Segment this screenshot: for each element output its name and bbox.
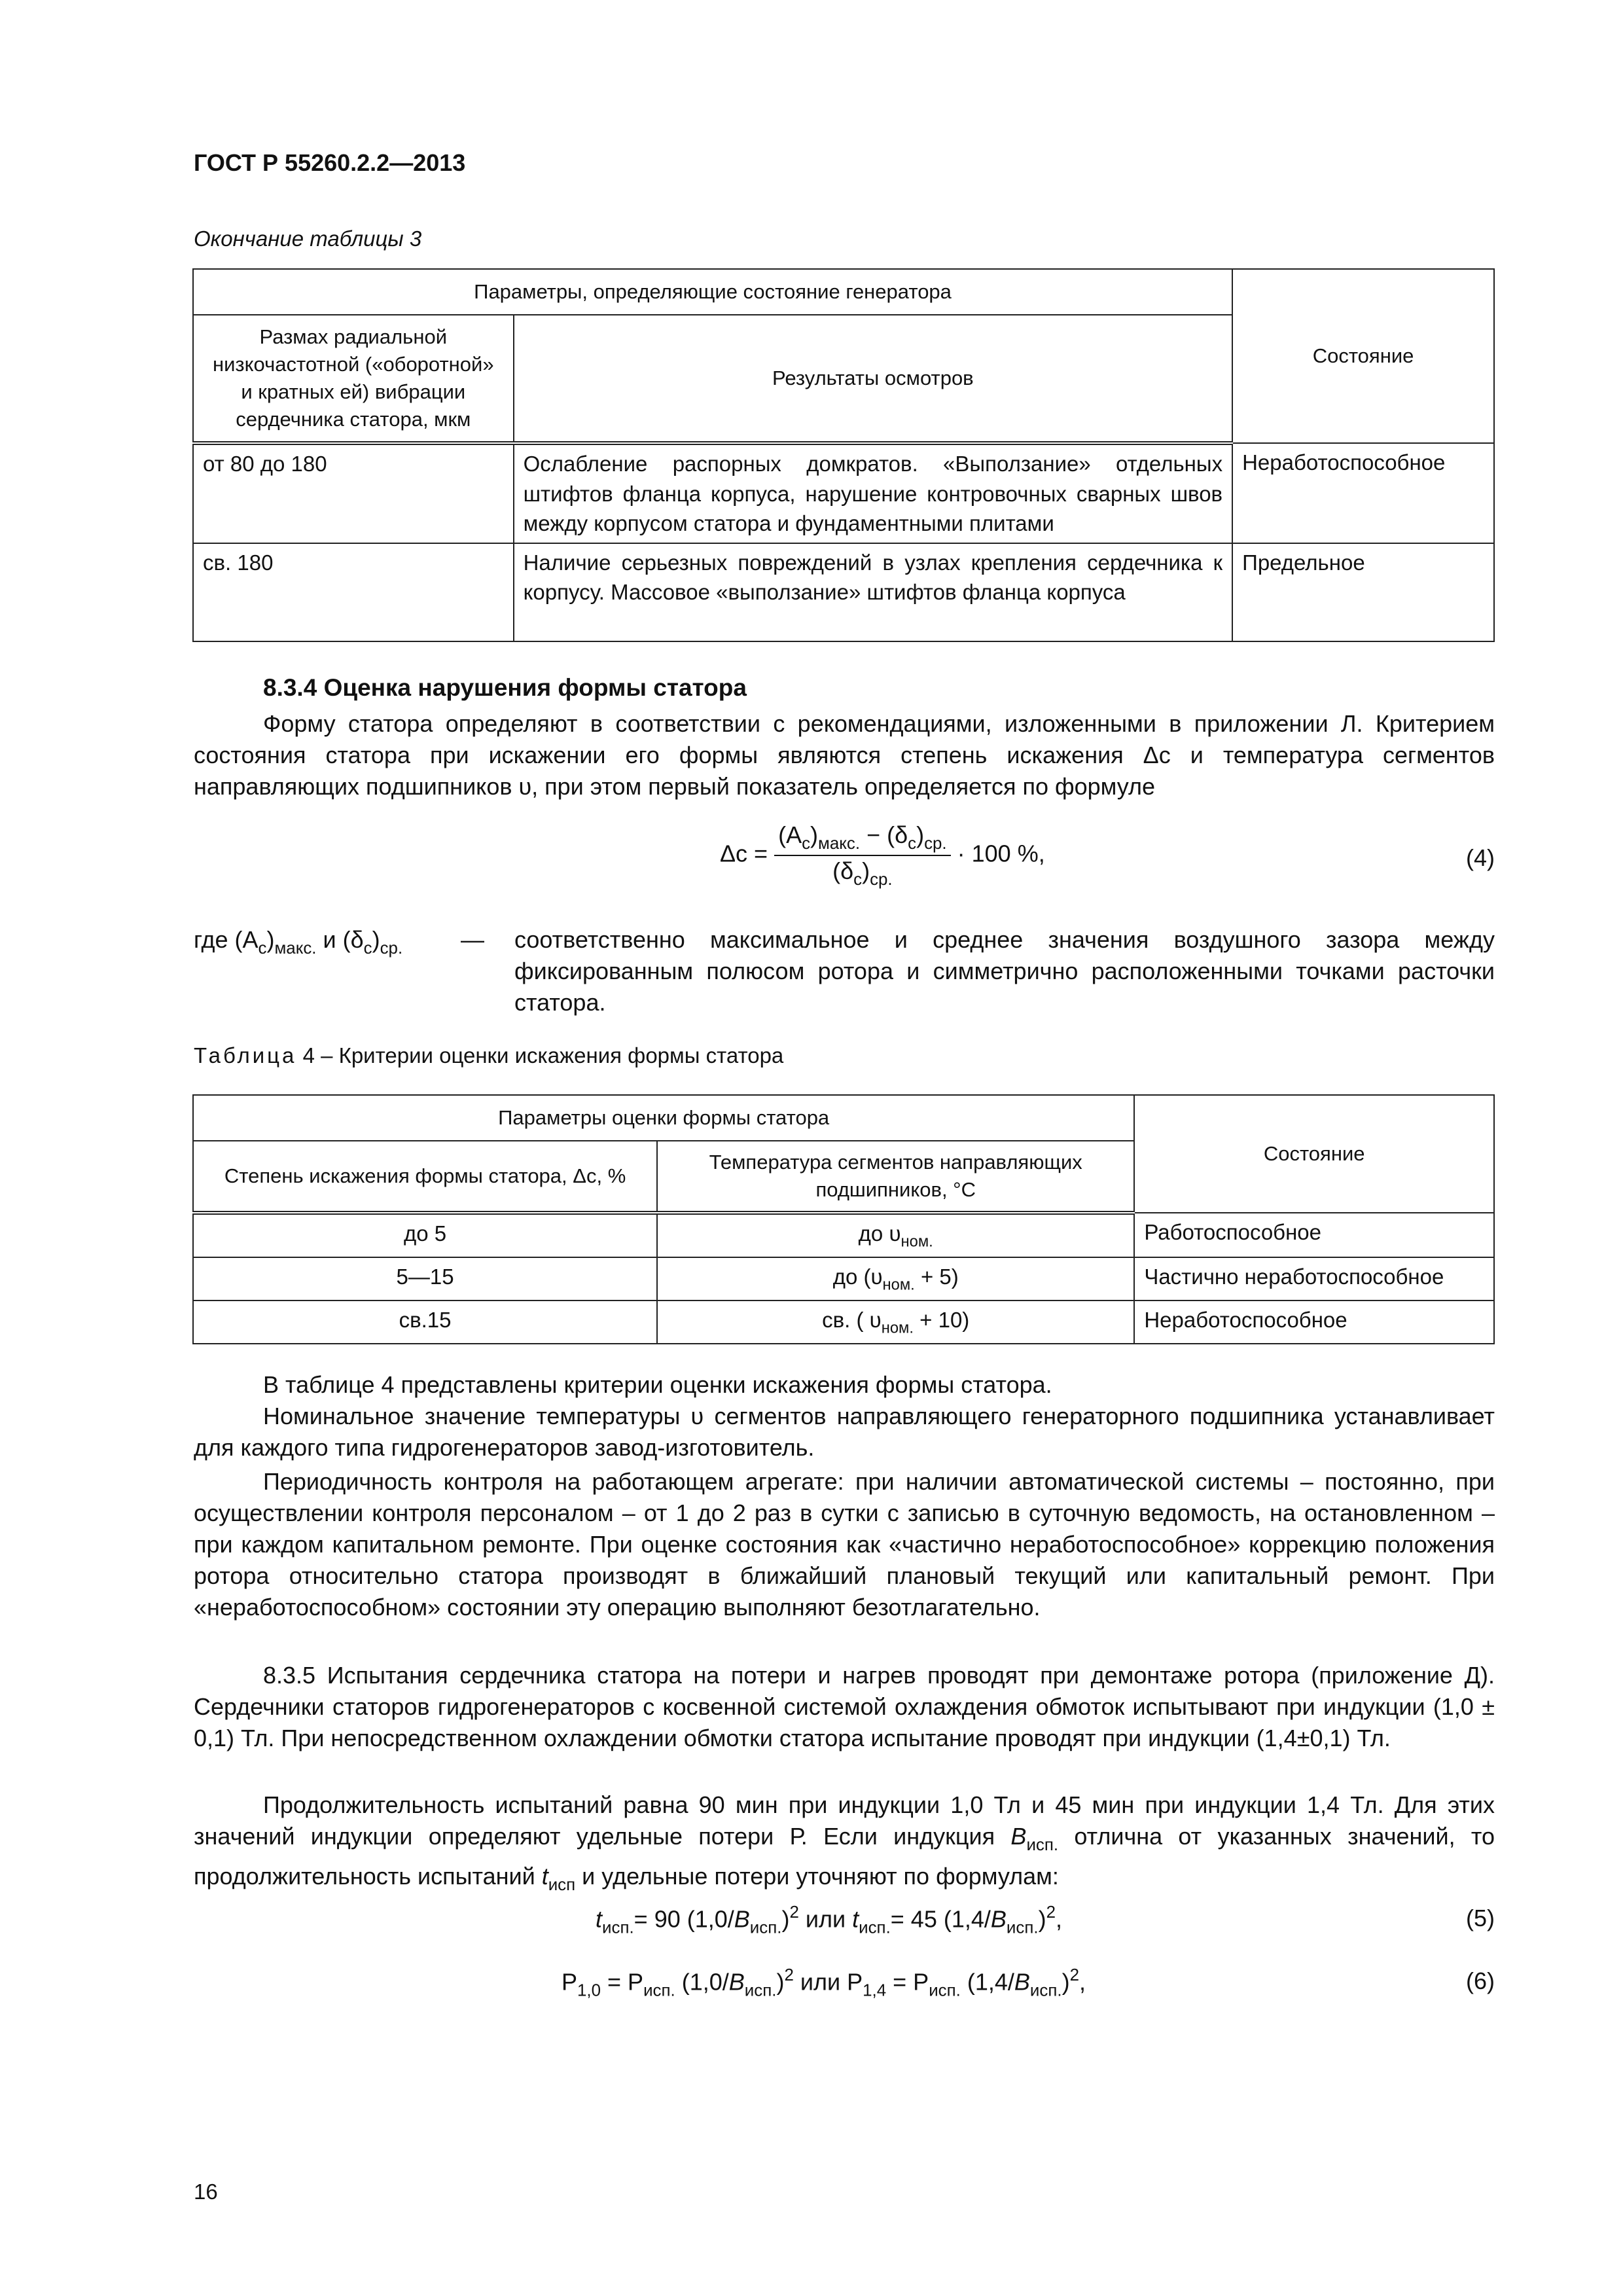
where-definition: соответственно максимальное и среднее значения воздушного зазора между фиксированным полюсом ротора и симметрично расположенными точками расточки статора. xyxy=(514,926,1495,1016)
paragraph: 8.3.5 Испытания сердечника статора на потери и нагрев проводят при демонтаже ротора (приложение Д). Сердечники статоров гидрогенераторов с косвенной системой охлаждения обмоток испытывают при индукции (1,0 ± 0,1) Тл. При непосредственном охлаждении обмотки статора испытание проводят при индукции (1,4±0,1) Тл. xyxy=(194,1662,1495,1751)
table4-col2-header: Температура сегментов направляющих подшипников, °С xyxy=(657,1141,1134,1213)
table-row xyxy=(193,1213,1494,1257)
where-dash: — xyxy=(461,926,484,953)
table4-cell: Неработоспособное xyxy=(1134,1300,1494,1344)
equation-number: (4) xyxy=(1466,844,1495,871)
table4-cell: до 5 xyxy=(193,1213,657,1257)
table-row xyxy=(193,1257,1494,1300)
paragraph: Номинальное значение температуры υ сегментов направляющего генераторного подшипника устанавливает для каждого типа гидрогенераторов завод-изготовитель. xyxy=(194,1403,1495,1461)
table-row xyxy=(193,443,1494,543)
paragraph: Периодичность контроля на работающем агрегате: при наличии автоматической системы – постоянно, при осуществлении контроля персоналом – от 1 до 2 раз в сутки с записью в суточную ведомость, на остановленном – при каждом капитальном ремонте. При оценке состояния как «частично неработоспособное» коррекцию положения ротора относительно статора производят в ближайший плановый текущий или капитальный ремонт. При «неработоспособном» состоянии эту операцию выполняют безотлагательно. xyxy=(194,1468,1495,1621)
document-id: ГОСТ Р 55260.2.2—2013 xyxy=(194,149,466,176)
table4-cell: Частично неработоспособное xyxy=(1134,1257,1494,1300)
table3-col2-header: Результаты осмотров xyxy=(514,315,1233,443)
paragraph: Форму статора определяют в соответствии с рекомендациями, изложенными в приложении Л. Критерием состояния статора при искажении его формы являются степень искажения Δс и температура сегментов направляющих подшипников υ, при этом первый показатель определяется по формуле xyxy=(194,710,1495,800)
where-term: где $(А_с)_{макс.}$ и $(\delta_с)_{ср.}$ xyxy=(194,926,403,958)
formula-6: $Р_{1,0} = Р_{исп.}$ $(1,0/B_{исп.})^2$ или $Р_{1,4} = Р_{исп.}$ $(1,4/B_{исп.})^2$, xyxy=(562,1966,1086,2000)
table4-cell: Работоспособное xyxy=(1134,1213,1494,1257)
table3-col3-header: Состояние xyxy=(1232,269,1494,443)
table3-cell: св. 180 xyxy=(193,543,514,641)
formula-4: Δс = $\frac{(А_с)_{макс.} - (\delta_с)_{ср.}}{(\delta_с)_{ср.}}$ · 100 %, xyxy=(720,821,1045,889)
table4-col1-header: Степень искажения формы статора, Δc, % xyxy=(193,1141,657,1213)
table3-cell: Ослабление распорных домкратов. «Выползание» отдельных штифтов фланца корпуса, нарушение контровочных сварных швов между корпусом статора и фундаментными плитами xyxy=(514,443,1233,543)
table4-col3-header: Состояние xyxy=(1134,1095,1494,1213)
table4-group-header: Параметры оценки формы статора xyxy=(193,1095,1134,1141)
table4-cell: до $(\upsilon_{ном.} + 5)$ xyxy=(657,1257,1134,1300)
table3-caption: Окончание таблицы 3 xyxy=(194,226,422,251)
table3-cell: Предельное xyxy=(1232,543,1494,641)
page-number: 16 xyxy=(194,2179,218,2204)
table3-cell: от 80 до 180 xyxy=(193,443,514,543)
table3-group-header: Параметры, определяющие состояние генератора xyxy=(193,269,1232,315)
table4-cell: св.15 xyxy=(193,1300,657,1344)
equation-number: (6) xyxy=(1466,1967,1495,1994)
table3-cell: Наличие серьезных повреждений в узлах крепления сердечника к корпусу. Массовое «выползание» штифтов фланца корпуса xyxy=(514,543,1233,641)
table4-cell: 5—15 xyxy=(193,1257,657,1300)
equation-number: (5) xyxy=(1466,1905,1495,1931)
section-heading: 8.3.4 Оценка нарушения формы статора xyxy=(263,674,747,701)
table4-cell: св. ( $\upsilon_{ном.} + 10$) xyxy=(657,1300,1134,1344)
table4-cell: до $\upsilon_{ном.}$ xyxy=(657,1213,1134,1257)
table4-caption: Таблица 4 – Критерии оценки искажения формы статора xyxy=(194,1043,784,1067)
paragraph: В таблице 4 представлены критерии оценки искажения формы статора. xyxy=(263,1371,1052,1398)
table3 xyxy=(192,268,1495,642)
table-row xyxy=(193,543,1494,641)
table-row xyxy=(193,1300,1494,1344)
paragraph: Продолжительность испытаний равна 90 мин при индукции 1,0 Тл и 45 мин при индукции 1,4 Тл. Для этих значений индукции определяют удельные потери Р. Если индукция $B_{исп.}$ отлична от указанных значений, то продолжительность испытаний $t_{исп}$ и удельные потери уточняют по формулам: xyxy=(194,1791,1495,1895)
table4 xyxy=(192,1094,1495,1344)
table3-col1-header: Размах радиальной низкочастотной («оборотной» и кратных ей) вибрации сердечника статора, мкм xyxy=(193,315,514,443)
table3-cell: Неработоспособное xyxy=(1232,443,1494,543)
formula-5: $t_{исп.}= 90$ $(1,0/B_{исп.})^2$ или $t_{исп.}= 45$ $(1,4/B_{исп.})^2$, xyxy=(596,1903,1062,1937)
